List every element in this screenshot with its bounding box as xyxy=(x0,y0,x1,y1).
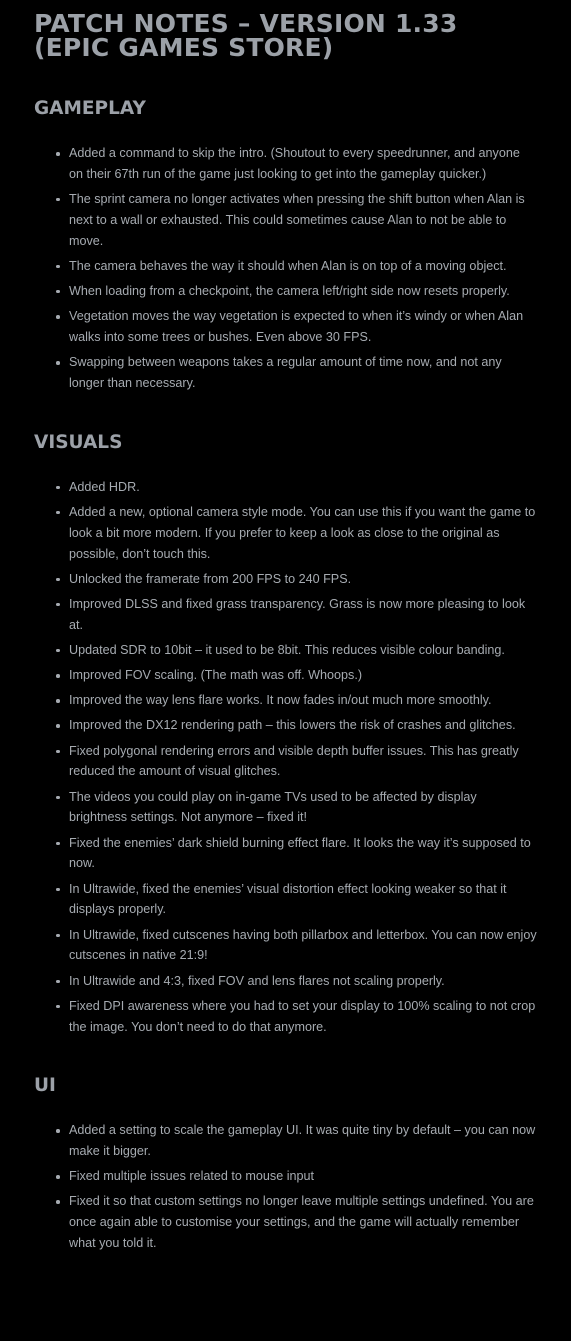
list-item: Vegetation moves the way vegetation is expected to when it’s windy or when Alan walks into some trees or bushes. Even above 30 FPS. xyxy=(34,306,537,348)
gameplay-notes-list xyxy=(34,143,537,394)
list-item: Fixed DPI awareness where you had to set your display to 100% scaling to not crop the image. You don’t need to do that anymore. xyxy=(34,996,537,1038)
list-item: In Ultrawide, fixed cutscenes having both pillarbox and letterbox. You can now enjoy cutscenes in native 21:9! xyxy=(34,925,537,967)
list-item: When loading from a checkpoint, the camera left/right side now resets properly. xyxy=(34,281,537,302)
list-item: Improved the way lens flare works. It now fades in/out much more smoothly. xyxy=(34,690,537,711)
list-item: Added a command to skip the intro. (Shoutout to every speedrunner, and anyone on their 67th run of the game just looking to get into the gameplay quicker.) xyxy=(34,143,537,185)
list-item: Fixed polygonal rendering errors and visible depth buffer issues. This has greatly reduced the amount of visual glitches. xyxy=(34,741,537,783)
list-item: The camera behaves the way it should when Alan is on top of a moving object. xyxy=(34,256,537,277)
list-item: In Ultrawide and 4:3, fixed FOV and lens flares not scaling properly. xyxy=(34,971,537,992)
section-ui xyxy=(34,1075,537,1254)
section-heading-ui: UI xyxy=(34,1075,56,1097)
list-item: Fixed multiple issues related to mouse input xyxy=(34,1166,537,1187)
list-item: The videos you could play on in-game TVs used to be affected by display brightness settings. Not anymore – fixed it! xyxy=(34,787,537,829)
list-item: Fixed it so that custom settings no longer leave multiple settings undefined. You are once again able to customise your settings, and the game will actually remember what you told it. xyxy=(34,1191,537,1253)
section-heading-visuals: VISUALS xyxy=(34,431,123,453)
page-title: PATCH NOTES – VERSION 1.33 (EPIC GAMES STORE) xyxy=(34,9,458,62)
section-gameplay xyxy=(34,98,537,394)
list-item: In Ultrawide, fixed the enemies’ visual distortion effect looking weaker so that it displays properly. xyxy=(34,879,537,921)
ui-notes-list xyxy=(34,1120,537,1254)
list-item: Fixed the enemies’ dark shield burning effect flare. It looks the way it’s supposed to now. xyxy=(34,833,537,875)
list-item: Swapping between weapons takes a regular amount of time now, and not any longer than necessary. xyxy=(34,352,537,394)
list-item: Added a new, optional camera style mode. You can use this if you want the game to look a bit more modern. If you prefer to keep a look as close to the original as possible, don’t touch this. xyxy=(34,502,537,564)
list-item: Added a setting to scale the gameplay UI. It was quite tiny by default – you can now make it bigger. xyxy=(34,1120,537,1162)
list-item: Improved DLSS and fixed grass transparency. Grass is now more pleasing to look at. xyxy=(34,594,537,636)
list-item: Unlocked the framerate from 200 FPS to 240 FPS. xyxy=(34,569,537,590)
list-item: Improved the DX12 rendering path – this lowers the risk of crashes and glitches. xyxy=(34,715,537,736)
section-heading-gameplay: GAMEPLAY xyxy=(34,98,146,119)
list-item: Added HDR. xyxy=(34,477,537,498)
visuals-notes-list xyxy=(34,477,537,1038)
list-item: Updated SDR to 10bit – it used to be 8bit. This reduces visible colour banding. xyxy=(34,640,537,661)
section-visuals xyxy=(34,432,537,1038)
list-item: The sprint camera no longer activates when pressing the shift button when Alan is next to a wall or exhausted. This could sometimes cause Alan to not be able to move. xyxy=(34,189,537,251)
list-item: Improved FOV scaling. (The math was off. Whoops.) xyxy=(34,665,537,686)
